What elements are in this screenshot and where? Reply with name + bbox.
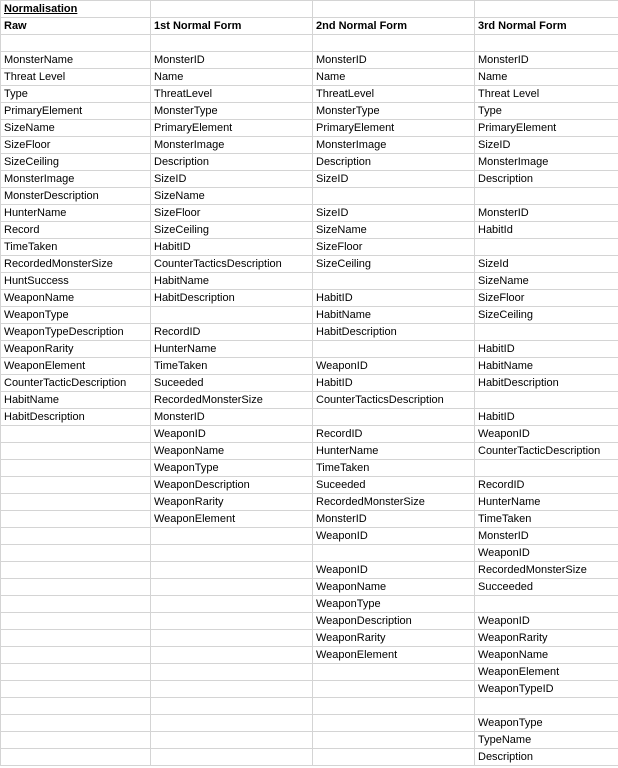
table-row: [1, 545, 618, 562]
raw-cell[interactable]: WeaponTypeDescription: [1, 324, 151, 341]
raw-cell[interactable]: [1, 596, 151, 613]
header-row: [1, 18, 618, 35]
table-row: [1, 715, 618, 732]
3nf-cell[interactable]: SizeCeiling: [475, 307, 618, 324]
1nf-cell[interactable]: [151, 528, 313, 545]
raw-cell[interactable]: HabitName: [1, 392, 151, 409]
3nf-cell[interactable]: HabitID: [475, 341, 618, 358]
3nf-cell[interactable]: HabitDescription: [475, 375, 618, 392]
1nf-cell[interactable]: TimeTaken: [151, 358, 313, 375]
2nf-cell[interactable]: HabitDescription: [313, 324, 475, 341]
2nf-cell[interactable]: WeaponDescription: [313, 613, 475, 630]
3nf-cell[interactable]: SizeId: [475, 256, 618, 273]
1nf-cell[interactable]: Description: [151, 154, 313, 171]
header-1nf[interactable]: 1st Normal Form: [151, 18, 313, 35]
2nf-cell[interactable]: Description: [313, 154, 475, 171]
raw-cell[interactable]: [1, 494, 151, 511]
raw-cell[interactable]: [1, 647, 151, 664]
table-row: [1, 732, 618, 749]
2nf-cell[interactable]: HabitName: [313, 307, 475, 324]
raw-cell[interactable]: [1, 613, 151, 630]
raw-cell[interactable]: HuntSuccess: [1, 273, 151, 290]
table-row: [1, 579, 618, 596]
3nf-cell[interactable]: MonsterID: [475, 528, 618, 545]
2nf-cell[interactable]: MonsterID: [313, 52, 475, 69]
1nf-cell[interactable]: [151, 647, 313, 664]
1nf-cell[interactable]: Name: [151, 69, 313, 86]
1nf-cell[interactable]: [151, 630, 313, 647]
2nf-cell[interactable]: Suceeded: [313, 477, 475, 494]
3nf-cell[interactable]: RecordedMonsterSize: [475, 562, 618, 579]
2nf-cell[interactable]: [313, 681, 475, 698]
grid-body: [1, 1, 618, 766]
3nf-cell[interactable]: MonsterImage: [475, 154, 618, 171]
3nf-cell[interactable]: [475, 698, 618, 715]
raw-cell[interactable]: WeaponElement: [1, 358, 151, 375]
1nf-cell[interactable]: [151, 596, 313, 613]
table-row: [1, 647, 618, 664]
table-row: [1, 69, 618, 86]
2nf-cell[interactable]: WeaponID: [313, 528, 475, 545]
3nf-cell[interactable]: WeaponElement: [475, 664, 618, 681]
3nf-cell[interactable]: [475, 324, 618, 341]
raw-cell[interactable]: HunterName: [1, 205, 151, 222]
raw-cell[interactable]: [1, 715, 151, 732]
table-row: [1, 630, 618, 647]
raw-cell[interactable]: PrimaryElement: [1, 103, 151, 120]
raw-cell[interactable]: [1, 477, 151, 494]
table-row: [1, 613, 618, 630]
raw-cell[interactable]: Threat Level: [1, 69, 151, 86]
3nf-cell[interactable]: [475, 239, 618, 256]
2nf-cell[interactable]: WeaponID: [313, 562, 475, 579]
1nf-cell[interactable]: SizeCeiling: [151, 222, 313, 239]
3nf-cell[interactable]: RecordID: [475, 477, 618, 494]
1nf-cell[interactable]: SizeFloor: [151, 205, 313, 222]
1nf-cell[interactable]: Suceeded: [151, 375, 313, 392]
raw-cell[interactable]: SizeCeiling: [1, 154, 151, 171]
3nf-cell[interactable]: Type: [475, 103, 618, 120]
raw-cell[interactable]: CounterTacticDescription: [1, 375, 151, 392]
header-2nf[interactable]: 2nd Normal Form: [313, 18, 475, 35]
raw-cell[interactable]: HabitDescription: [1, 409, 151, 426]
raw-cell[interactable]: WeaponRarity: [1, 341, 151, 358]
1nf-cell[interactable]: MonsterID: [151, 409, 313, 426]
1nf-cell[interactable]: WeaponID: [151, 426, 313, 443]
table-row: [1, 307, 618, 324]
2nf-cell[interactable]: ThreatLevel: [313, 86, 475, 103]
raw-cell[interactable]: MonsterDescription: [1, 188, 151, 205]
1nf-cell[interactable]: [151, 732, 313, 749]
table-row: [1, 86, 618, 103]
3nf-cell[interactable]: HabitId: [475, 222, 618, 239]
3nf-cell[interactable]: SizeName: [475, 273, 618, 290]
table-row: [1, 205, 618, 222]
raw-cell[interactable]: TimeTaken: [1, 239, 151, 256]
3nf-cell[interactable]: TimeTaken: [475, 511, 618, 528]
header-3nf[interactable]: 3rd Normal Form: [475, 18, 618, 35]
2nf-cell[interactable]: RecordedMonsterSize: [313, 494, 475, 511]
2nf-cell[interactable]: SizeFloor: [313, 239, 475, 256]
table-row: [1, 409, 618, 426]
1nf-cell[interactable]: RecordID: [151, 324, 313, 341]
1nf-cell[interactable]: [151, 562, 313, 579]
sheet-title[interactable]: Normalisation: [1, 1, 151, 18]
raw-cell[interactable]: MonsterName: [1, 52, 151, 69]
3nf-cell[interactable]: WeaponType: [475, 715, 618, 732]
table-row: [1, 443, 618, 460]
raw-cell[interactable]: [1, 630, 151, 647]
raw-cell[interactable]: [1, 579, 151, 596]
raw-cell[interactable]: [1, 511, 151, 528]
1nf-cell[interactable]: WeaponElement: [151, 511, 313, 528]
2nf-cell[interactable]: SizeID: [313, 171, 475, 188]
3nf-cell[interactable]: WeaponTypeID: [475, 681, 618, 698]
3nf-cell[interactable]: HabitID: [475, 409, 618, 426]
table-row: [1, 256, 618, 273]
3nf-cell[interactable]: Description: [475, 749, 618, 766]
table-row: [1, 188, 618, 205]
1nf-cell[interactable]: [151, 698, 313, 715]
1nf-cell[interactable]: WeaponDescription: [151, 477, 313, 494]
table-row: [1, 341, 618, 358]
table-row: [1, 562, 618, 579]
raw-cell[interactable]: [1, 460, 151, 477]
2nf-cell[interactable]: Name: [313, 69, 475, 86]
2nf-cell[interactable]: HabitID: [313, 290, 475, 307]
2nf-cell[interactable]: RecordID: [313, 426, 475, 443]
3nf-cell[interactable]: CounterTacticDescription: [475, 443, 618, 460]
table-row: [1, 222, 618, 239]
raw-cell[interactable]: [1, 681, 151, 698]
3nf-cell[interactable]: Threat Level: [475, 86, 618, 103]
2nf-cell[interactable]: SizeName: [313, 222, 475, 239]
1nf-cell[interactable]: MonsterType: [151, 103, 313, 120]
1nf-cell[interactable]: [151, 35, 313, 52]
raw-cell[interactable]: MonsterImage: [1, 171, 151, 188]
1nf-cell[interactable]: [151, 545, 313, 562]
3nf-cell[interactable]: WeaponID: [475, 426, 618, 443]
table-row: [1, 749, 618, 766]
2nf-cell[interactable]: WeaponElement: [313, 647, 475, 664]
cell[interactable]: [475, 1, 618, 18]
table-row: [1, 596, 618, 613]
raw-cell[interactable]: [1, 732, 151, 749]
raw-cell[interactable]: Type: [1, 86, 151, 103]
header-raw[interactable]: Raw: [1, 18, 151, 35]
2nf-cell[interactable]: [313, 409, 475, 426]
table-row: [1, 511, 618, 528]
3nf-cell[interactable]: WeaponID: [475, 545, 618, 562]
table-row: [1, 477, 618, 494]
2nf-cell[interactable]: WeaponID: [313, 358, 475, 375]
1nf-cell[interactable]: [151, 307, 313, 324]
raw-cell[interactable]: [1, 35, 151, 52]
1nf-cell[interactable]: [151, 715, 313, 732]
2nf-cell[interactable]: SizeCeiling: [313, 256, 475, 273]
1nf-cell[interactable]: MonsterImage: [151, 137, 313, 154]
3nf-cell[interactable]: TypeName: [475, 732, 618, 749]
2nf-cell[interactable]: [313, 732, 475, 749]
table-row: [1, 290, 618, 307]
3nf-cell[interactable]: SizeID: [475, 137, 618, 154]
2nf-cell[interactable]: [313, 35, 475, 52]
2nf-cell[interactable]: TimeTaken: [313, 460, 475, 477]
2nf-cell[interactable]: PrimaryElement: [313, 120, 475, 137]
table-row: [1, 681, 618, 698]
2nf-cell[interactable]: [313, 188, 475, 205]
table-row: [1, 52, 618, 69]
raw-cell[interactable]: [1, 749, 151, 766]
table-row: [1, 426, 618, 443]
title-row: [1, 1, 618, 18]
table-row: [1, 324, 618, 341]
table-row: [1, 460, 618, 477]
raw-cell[interactable]: SizeName: [1, 120, 151, 137]
3nf-cell[interactable]: WeaponRarity: [475, 630, 618, 647]
3nf-cell[interactable]: HunterName: [475, 494, 618, 511]
3nf-cell[interactable]: HabitName: [475, 358, 618, 375]
3nf-cell[interactable]: WeaponName: [475, 647, 618, 664]
table-row: [1, 698, 618, 715]
3nf-cell[interactable]: [475, 460, 618, 477]
1nf-cell[interactable]: HunterName: [151, 341, 313, 358]
raw-cell[interactable]: RecordedMonsterSize: [1, 256, 151, 273]
table-row: [1, 137, 618, 154]
table-row: [1, 392, 618, 409]
raw-cell[interactable]: [1, 664, 151, 681]
2nf-cell[interactable]: SizeID: [313, 205, 475, 222]
raw-cell[interactable]: WeaponType: [1, 307, 151, 324]
3nf-cell[interactable]: MonsterID: [475, 52, 618, 69]
2nf-cell[interactable]: [313, 545, 475, 562]
1nf-cell[interactable]: WeaponRarity: [151, 494, 313, 511]
table-row: [1, 358, 618, 375]
1nf-cell[interactable]: HabitName: [151, 273, 313, 290]
3nf-cell[interactable]: Description: [475, 171, 618, 188]
3nf-cell[interactable]: WeaponID: [475, 613, 618, 630]
2nf-cell[interactable]: [313, 273, 475, 290]
3nf-cell[interactable]: Succeeded: [475, 579, 618, 596]
1nf-cell[interactable]: ThreatLevel: [151, 86, 313, 103]
table-row: [1, 664, 618, 681]
3nf-cell[interactable]: MonsterID: [475, 205, 618, 222]
3nf-cell[interactable]: Name: [475, 69, 618, 86]
1nf-cell[interactable]: MonsterID: [151, 52, 313, 69]
raw-cell[interactable]: WeaponName: [1, 290, 151, 307]
2nf-cell[interactable]: WeaponType: [313, 596, 475, 613]
table-row: [1, 273, 618, 290]
3nf-cell[interactable]: [475, 35, 618, 52]
1nf-cell[interactable]: RecordedMonsterSize: [151, 392, 313, 409]
cell[interactable]: [151, 1, 313, 18]
3nf-cell[interactable]: SizeFloor: [475, 290, 618, 307]
table-row: [1, 120, 618, 137]
2nf-cell[interactable]: CounterTacticsDescription: [313, 392, 475, 409]
raw-cell[interactable]: [1, 528, 151, 545]
2nf-cell[interactable]: [313, 715, 475, 732]
1nf-cell[interactable]: WeaponName: [151, 443, 313, 460]
raw-cell[interactable]: [1, 426, 151, 443]
raw-cell[interactable]: Record: [1, 222, 151, 239]
3nf-cell[interactable]: PrimaryElement: [475, 120, 618, 137]
table-row: [1, 35, 618, 52]
1nf-cell[interactable]: [151, 681, 313, 698]
2nf-cell[interactable]: [313, 698, 475, 715]
2nf-cell[interactable]: HabitID: [313, 375, 475, 392]
1nf-cell[interactable]: CounterTacticsDescription: [151, 256, 313, 273]
table-row: [1, 171, 618, 188]
2nf-cell[interactable]: [313, 341, 475, 358]
2nf-cell[interactable]: [313, 749, 475, 766]
1nf-cell[interactable]: [151, 579, 313, 596]
1nf-cell[interactable]: HabitID: [151, 239, 313, 256]
2nf-cell[interactable]: [313, 664, 475, 681]
raw-cell[interactable]: [1, 443, 151, 460]
2nf-cell[interactable]: MonsterImage: [313, 137, 475, 154]
table-row: [1, 103, 618, 120]
raw-cell[interactable]: SizeFloor: [1, 137, 151, 154]
1nf-cell[interactable]: [151, 613, 313, 630]
table-row: [1, 375, 618, 392]
2nf-cell[interactable]: WeaponName: [313, 579, 475, 596]
table-row: [1, 528, 618, 545]
table-row: [1, 494, 618, 511]
raw-cell[interactable]: [1, 562, 151, 579]
1nf-cell[interactable]: PrimaryElement: [151, 120, 313, 137]
3nf-cell[interactable]: [475, 392, 618, 409]
2nf-cell[interactable]: WeaponRarity: [313, 630, 475, 647]
1nf-cell[interactable]: SizeName: [151, 188, 313, 205]
table-row: [1, 154, 618, 171]
table-row: [1, 239, 618, 256]
1nf-cell[interactable]: HabitDescription: [151, 290, 313, 307]
1nf-cell[interactable]: [151, 749, 313, 766]
1nf-cell[interactable]: SizeID: [151, 171, 313, 188]
3nf-cell[interactable]: [475, 596, 618, 613]
2nf-cell[interactable]: MonsterID: [313, 511, 475, 528]
1nf-cell[interactable]: [151, 664, 313, 681]
raw-cell[interactable]: [1, 698, 151, 715]
3nf-cell[interactable]: [475, 188, 618, 205]
2nf-cell[interactable]: MonsterType: [313, 103, 475, 120]
raw-cell[interactable]: [1, 545, 151, 562]
cell[interactable]: [313, 1, 475, 18]
1nf-cell[interactable]: WeaponType: [151, 460, 313, 477]
2nf-cell[interactable]: HunterName: [313, 443, 475, 460]
